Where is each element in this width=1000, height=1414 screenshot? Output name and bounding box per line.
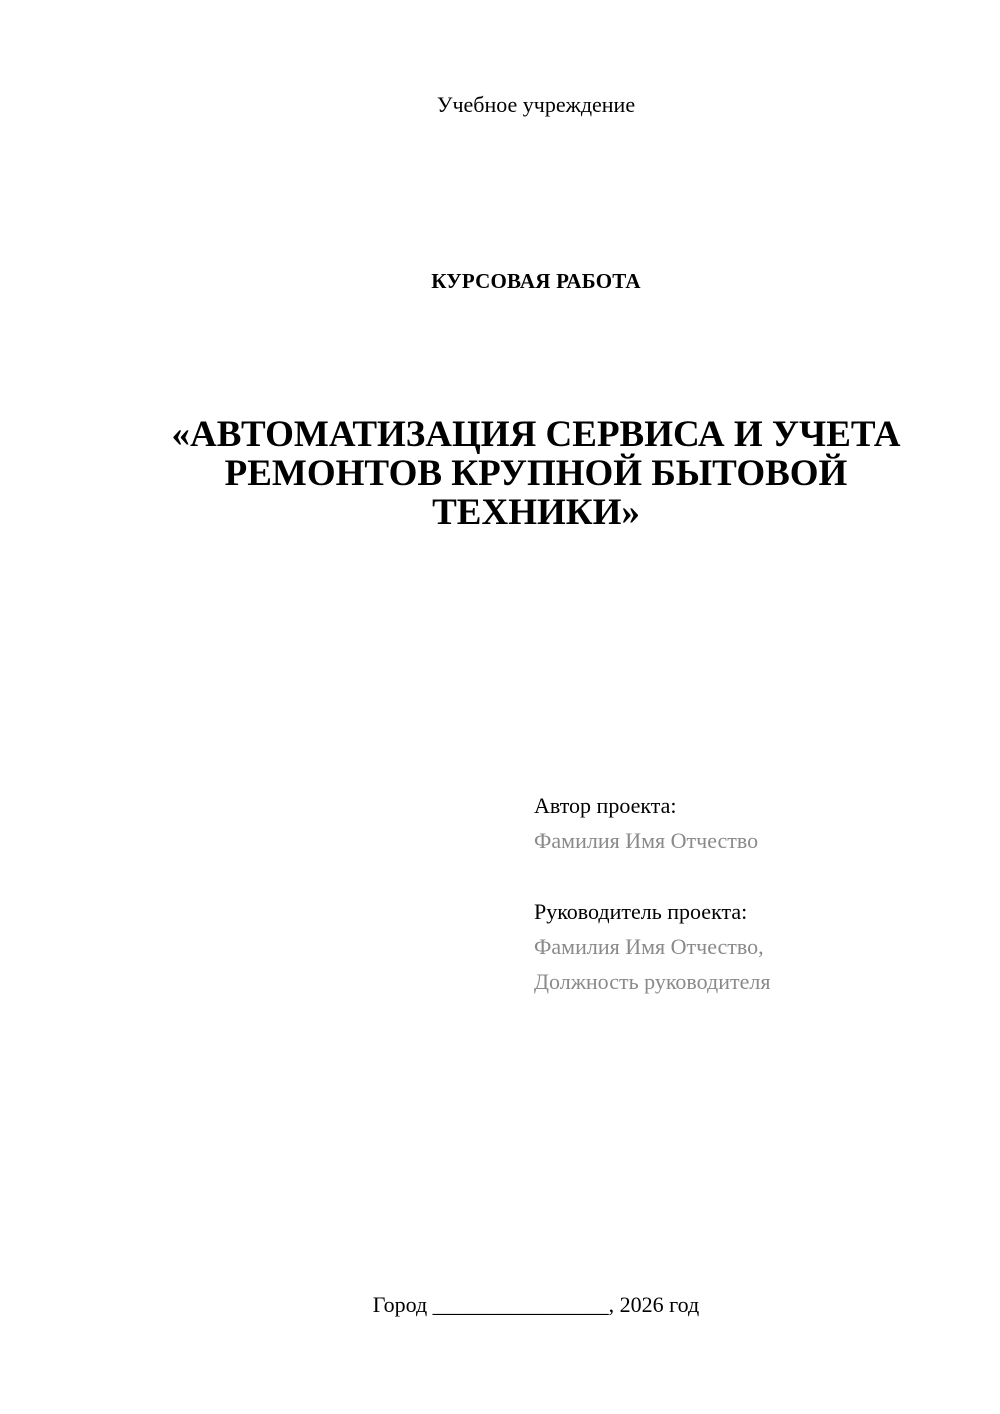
title-line: ТЕХНИКИ» (432, 492, 640, 533)
institution-name: Учебное учреждение (436, 92, 636, 117)
document-type: КУРСОВАЯ РАБОТА (431, 269, 641, 293)
supervisor-name: Фамилия Имя Отчество, (534, 934, 764, 959)
supervisor-position: Должность руководителя (534, 969, 771, 994)
title-line: РЕМОНТОВ КРУПНОЙ БЫТОВОЙ (224, 453, 848, 494)
title-line: «АВТОМАТИЗАЦИЯ СЕРВИСА И УЧЕТА (171, 414, 901, 455)
city-year-line: Город ________________, 2026 год (372, 1292, 700, 1317)
spacer (534, 858, 974, 894)
author-label: Автор проекта: (534, 793, 677, 818)
author-name: Фамилия Имя Отчество (534, 828, 759, 853)
supervisor-label: Руководитель проекта: (534, 899, 748, 924)
document-title (140, 415, 932, 532)
authors-block (534, 788, 974, 999)
